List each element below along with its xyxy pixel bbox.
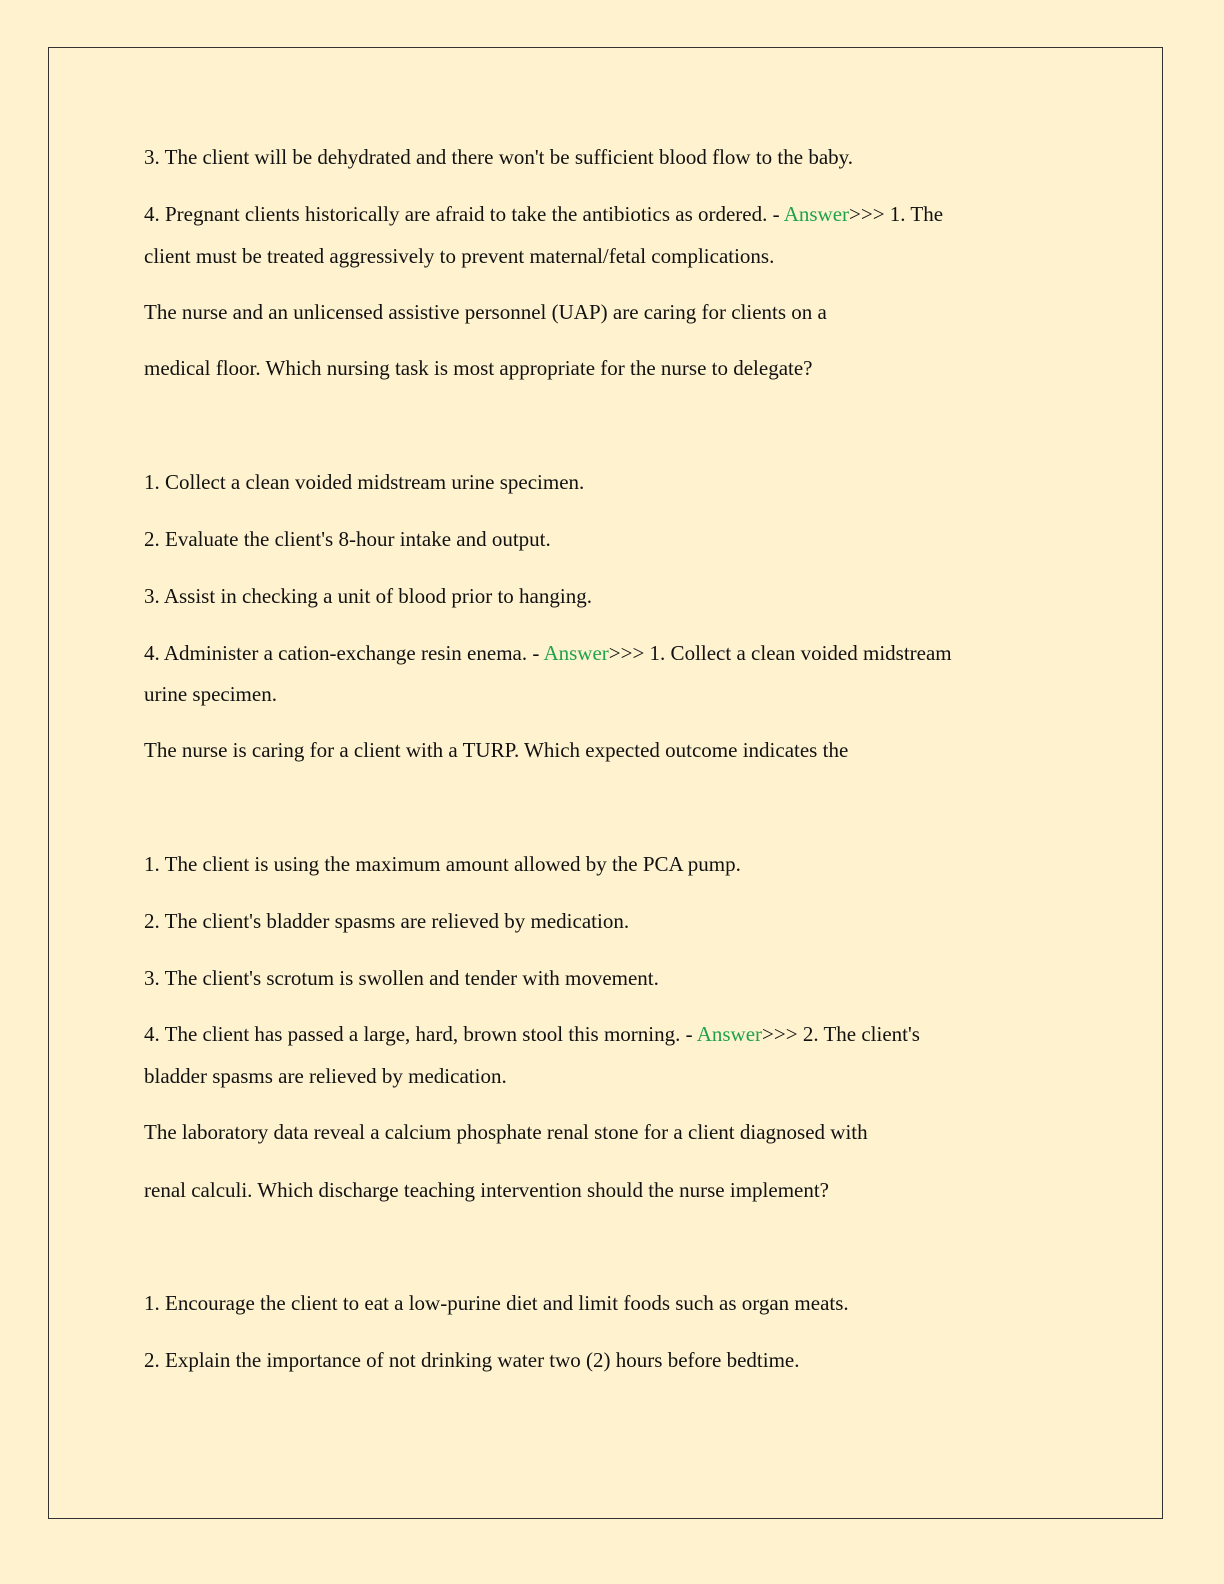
answer-option-1: 1. Encourage the client to eat a low-purine diet and limit foods such as organ meats.: [144, 1291, 849, 1315]
question-text: medical floor. Which nursing task is most appropriate for the nurse to delegate?: [144, 356, 813, 380]
answer-option-4: [144, 641, 952, 665]
answer-text: >>> 1. Collect a clean voided midstream: [608, 641, 952, 665]
question-text: renal calculi. Which discharge teaching intervention should the nurse implement?: [144, 1178, 830, 1202]
option-text: 4. The client has passed a large, hard, brown stool this morning. -: [144, 1022, 697, 1046]
answer-option-1: 1. The client is using the maximum amount allowed by the PCA pump.: [144, 852, 741, 876]
answer-label: Answer: [543, 641, 609, 665]
answer-option-2: 2. The client's bladder spasms are relieved by medication.: [144, 909, 630, 933]
option-text: 4. Administer a cation-exchange resin enema. -: [144, 641, 544, 665]
answer-continuation: bladder spasms are relieved by medication.: [144, 1064, 507, 1088]
option-text: 4. Pregnant clients historically are afraid to take the antibiotics as ordered. -: [144, 202, 784, 226]
question-text: The nurse is caring for a client with a TURP. Which expected outcome indicates the: [144, 738, 849, 762]
answer-continuation: client must be treated aggressively to prevent maternal/fetal complications.: [144, 244, 775, 268]
answer-option-3: 3. Assist in checking a unit of blood prior to hanging.: [144, 584, 592, 608]
answer-option-3: 3. The client will be dehydrated and there won't be sufficient blood flow to the baby.: [144, 145, 854, 169]
answer-option-4: [144, 1022, 920, 1046]
question-text: The nurse and an unlicensed assistive personnel (UAP) are caring for clients on a: [144, 300, 827, 324]
answer-option-3: 3. The client's scrotum is swollen and tender with movement.: [144, 966, 659, 990]
question-text: The laboratory data reveal a calcium phosphate renal stone for a client diagnosed with: [144, 1120, 868, 1144]
answer-label: Answer: [696, 1022, 763, 1046]
answer-option-2: 2. Evaluate the client's 8-hour intake and output.: [144, 527, 551, 551]
answer-text: >>> 1. The: [849, 202, 944, 226]
answer-continuation: urine specimen.: [144, 682, 277, 706]
answer-text: >>> 2. The client's: [762, 1022, 920, 1046]
answer-option-2: 2. Explain the importance of not drinking water two (2) hours before bedtime.: [144, 1348, 800, 1372]
answer-label: Answer: [783, 202, 850, 226]
answer-option-1: 1. Collect a clean voided midstream urine specimen.: [144, 470, 585, 494]
answer-option-4: [144, 202, 943, 226]
